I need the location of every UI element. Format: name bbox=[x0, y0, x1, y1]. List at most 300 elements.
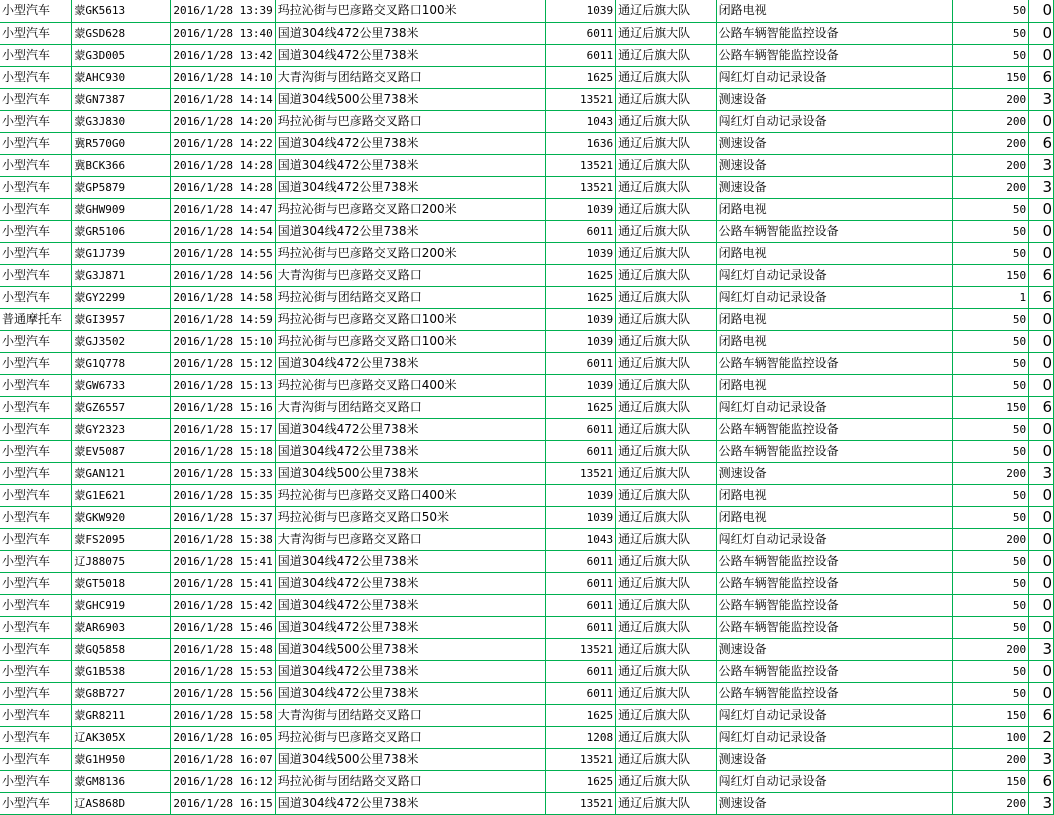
points-cell[interactable]: 6 bbox=[1029, 264, 1054, 286]
unit-cell[interactable]: 通辽后旗大队 bbox=[616, 330, 716, 352]
location-cell[interactable]: 大青沟街与团结路交叉路口 bbox=[275, 66, 545, 88]
plate-cell[interactable]: 蒙GP5879 bbox=[72, 176, 171, 198]
table-row[interactable] bbox=[0, 594, 1054, 616]
table-row[interactable] bbox=[0, 308, 1054, 330]
location-cell[interactable]: 玛拉沁街与团结路交叉路口 bbox=[275, 286, 545, 308]
datetime-cell[interactable]: 2016/1/28 15:48 bbox=[171, 638, 275, 660]
datetime-cell[interactable]: 2016/1/28 15:46 bbox=[171, 616, 275, 638]
datetime-cell[interactable]: 2016/1/28 15:12 bbox=[171, 352, 275, 374]
table-row[interactable] bbox=[0, 484, 1054, 506]
code-cell[interactable]: 1625 bbox=[545, 66, 615, 88]
vehicle-type-cell[interactable]: 小型汽车 bbox=[0, 484, 72, 506]
code-cell[interactable]: 1039 bbox=[545, 484, 615, 506]
points-cell[interactable]: 3 bbox=[1029, 748, 1054, 770]
plate-cell[interactable]: 蒙GSD628 bbox=[72, 22, 171, 44]
vehicle-type-cell[interactable]: 小型汽车 bbox=[0, 528, 72, 550]
points-cell[interactable]: 0 bbox=[1029, 110, 1054, 132]
fine-cell[interactable]: 1 bbox=[953, 286, 1029, 308]
table-row[interactable] bbox=[0, 374, 1054, 396]
plate-cell[interactable]: 冀BCK366 bbox=[72, 154, 171, 176]
vehicle-type-cell[interactable]: 小型汽车 bbox=[0, 792, 72, 814]
location-cell[interactable]: 大青沟街与团结路交叉路口 bbox=[275, 704, 545, 726]
location-cell[interactable]: 国道304线472公里738米 bbox=[275, 616, 545, 638]
unit-cell[interactable]: 通辽后旗大队 bbox=[616, 660, 716, 682]
datetime-cell[interactable]: 2016/1/28 14:20 bbox=[171, 110, 275, 132]
unit-cell[interactable]: 通辽后旗大队 bbox=[616, 726, 716, 748]
datetime-cell[interactable]: 2016/1/28 15:13 bbox=[171, 374, 275, 396]
code-cell[interactable]: 13521 bbox=[545, 88, 615, 110]
datetime-cell[interactable]: 2016/1/28 15:33 bbox=[171, 462, 275, 484]
location-cell[interactable]: 国道304线472公里738米 bbox=[275, 572, 545, 594]
vehicle-type-cell[interactable]: 小型汽车 bbox=[0, 704, 72, 726]
plate-cell[interactable]: 蒙GAN121 bbox=[72, 462, 171, 484]
points-cell[interactable]: 0 bbox=[1029, 506, 1054, 528]
unit-cell[interactable]: 通辽后旗大队 bbox=[616, 22, 716, 44]
datetime-cell[interactable]: 2016/1/28 14:56 bbox=[171, 264, 275, 286]
device-cell[interactable]: 闯红灯自动记录设备 bbox=[716, 726, 953, 748]
points-cell[interactable]: 0 bbox=[1029, 352, 1054, 374]
table-row[interactable] bbox=[0, 726, 1054, 748]
code-cell[interactable]: 6011 bbox=[545, 594, 615, 616]
location-cell[interactable]: 国道304线500公里738米 bbox=[275, 88, 545, 110]
plate-cell[interactable]: 蒙G1J739 bbox=[72, 242, 171, 264]
points-cell[interactable]: 0 bbox=[1029, 418, 1054, 440]
datetime-cell[interactable]: 2016/1/28 15:17 bbox=[171, 418, 275, 440]
plate-cell[interactable]: 蒙GY2299 bbox=[72, 286, 171, 308]
code-cell[interactable]: 1039 bbox=[545, 198, 615, 220]
unit-cell[interactable]: 通辽后旗大队 bbox=[616, 704, 716, 726]
unit-cell[interactable]: 通辽后旗大队 bbox=[616, 374, 716, 396]
points-cell[interactable]: 0 bbox=[1029, 484, 1054, 506]
plate-cell[interactable]: 蒙GN7387 bbox=[72, 88, 171, 110]
unit-cell[interactable]: 通辽后旗大队 bbox=[616, 286, 716, 308]
location-cell[interactable]: 国道304线472公里738米 bbox=[275, 594, 545, 616]
fine-cell[interactable]: 50 bbox=[953, 572, 1029, 594]
unit-cell[interactable]: 通辽后旗大队 bbox=[616, 682, 716, 704]
plate-cell[interactable]: 蒙G3J871 bbox=[72, 264, 171, 286]
plate-cell[interactable]: 蒙GK5613 bbox=[72, 0, 171, 22]
unit-cell[interactable]: 通辽后旗大队 bbox=[616, 396, 716, 418]
datetime-cell[interactable]: 2016/1/28 15:56 bbox=[171, 682, 275, 704]
unit-cell[interactable]: 通辽后旗大队 bbox=[616, 418, 716, 440]
table-row[interactable] bbox=[0, 748, 1054, 770]
fine-cell[interactable]: 50 bbox=[953, 550, 1029, 572]
location-cell[interactable]: 玛拉沁街与巴彦路交叉路口100米 bbox=[275, 330, 545, 352]
location-cell[interactable]: 玛拉沁街与巴彦路交叉路口400米 bbox=[275, 374, 545, 396]
fine-cell[interactable]: 50 bbox=[953, 484, 1029, 506]
datetime-cell[interactable]: 2016/1/28 16:15 bbox=[171, 792, 275, 814]
location-cell[interactable]: 国道304线472公里738米 bbox=[275, 440, 545, 462]
code-cell[interactable]: 1043 bbox=[545, 528, 615, 550]
code-cell[interactable]: 1039 bbox=[545, 0, 615, 22]
fine-cell[interactable]: 50 bbox=[953, 242, 1029, 264]
location-cell[interactable]: 玛拉沁街与巴彦路交叉路口100米 bbox=[275, 308, 545, 330]
fine-cell[interactable]: 200 bbox=[953, 528, 1029, 550]
unit-cell[interactable]: 通辽后旗大队 bbox=[616, 484, 716, 506]
points-cell[interactable]: 0 bbox=[1029, 0, 1054, 22]
device-cell[interactable]: 公路车辆智能监控设备 bbox=[716, 440, 953, 462]
unit-cell[interactable]: 通辽后旗大队 bbox=[616, 528, 716, 550]
code-cell[interactable]: 1039 bbox=[545, 242, 615, 264]
points-cell[interactable]: 0 bbox=[1029, 660, 1054, 682]
device-cell[interactable]: 测速设备 bbox=[716, 154, 953, 176]
unit-cell[interactable]: 通辽后旗大队 bbox=[616, 110, 716, 132]
datetime-cell[interactable]: 2016/1/28 14:28 bbox=[171, 176, 275, 198]
location-cell[interactable]: 国道304线472公里738米 bbox=[275, 44, 545, 66]
table-row[interactable] bbox=[0, 110, 1054, 132]
code-cell[interactable]: 6011 bbox=[545, 572, 615, 594]
code-cell[interactable]: 1625 bbox=[545, 396, 615, 418]
device-cell[interactable]: 闯红灯自动记录设备 bbox=[716, 264, 953, 286]
location-cell[interactable]: 国道304线500公里738米 bbox=[275, 638, 545, 660]
fine-cell[interactable]: 50 bbox=[953, 374, 1029, 396]
code-cell[interactable]: 6011 bbox=[545, 660, 615, 682]
vehicle-type-cell[interactable]: 小型汽车 bbox=[0, 66, 72, 88]
device-cell[interactable]: 闯红灯自动记录设备 bbox=[716, 286, 953, 308]
device-cell[interactable]: 公路车辆智能监控设备 bbox=[716, 550, 953, 572]
table-row[interactable] bbox=[0, 506, 1054, 528]
plate-cell[interactable]: 蒙G1B538 bbox=[72, 660, 171, 682]
fine-cell[interactable]: 50 bbox=[953, 220, 1029, 242]
table-row[interactable] bbox=[0, 704, 1054, 726]
points-cell[interactable]: 6 bbox=[1029, 66, 1054, 88]
code-cell[interactable]: 6011 bbox=[545, 440, 615, 462]
device-cell[interactable]: 测速设备 bbox=[716, 132, 953, 154]
device-cell[interactable]: 测速设备 bbox=[716, 748, 953, 770]
plate-cell[interactable]: 蒙G1H950 bbox=[72, 748, 171, 770]
vehicle-type-cell[interactable]: 小型汽车 bbox=[0, 352, 72, 374]
code-cell[interactable]: 13521 bbox=[545, 748, 615, 770]
vehicle-type-cell[interactable]: 小型汽车 bbox=[0, 396, 72, 418]
table-row[interactable] bbox=[0, 242, 1054, 264]
points-cell[interactable]: 3 bbox=[1029, 638, 1054, 660]
unit-cell[interactable]: 通辽后旗大队 bbox=[616, 352, 716, 374]
table-row[interactable] bbox=[0, 66, 1054, 88]
points-cell[interactable]: 0 bbox=[1029, 308, 1054, 330]
fine-cell[interactable]: 50 bbox=[953, 330, 1029, 352]
fine-cell[interactable]: 200 bbox=[953, 176, 1029, 198]
points-cell[interactable]: 0 bbox=[1029, 330, 1054, 352]
plate-cell[interactable]: 蒙GR8211 bbox=[72, 704, 171, 726]
vehicle-type-cell[interactable]: 小型汽车 bbox=[0, 264, 72, 286]
table-row[interactable] bbox=[0, 220, 1054, 242]
points-cell[interactable]: 0 bbox=[1029, 242, 1054, 264]
unit-cell[interactable]: 通辽后旗大队 bbox=[616, 154, 716, 176]
plate-cell[interactable]: 蒙GHW909 bbox=[72, 198, 171, 220]
vehicle-type-cell[interactable]: 小型汽车 bbox=[0, 0, 72, 22]
location-cell[interactable]: 玛拉沁街与巴彦路交叉路口400米 bbox=[275, 484, 545, 506]
fine-cell[interactable]: 50 bbox=[953, 0, 1029, 22]
plate-cell[interactable]: 蒙FS2095 bbox=[72, 528, 171, 550]
unit-cell[interactable]: 通辽后旗大队 bbox=[616, 616, 716, 638]
plate-cell[interactable]: 蒙EV5087 bbox=[72, 440, 171, 462]
points-cell[interactable]: 0 bbox=[1029, 374, 1054, 396]
points-cell[interactable]: 6 bbox=[1029, 286, 1054, 308]
points-cell[interactable]: 3 bbox=[1029, 462, 1054, 484]
code-cell[interactable]: 6011 bbox=[545, 418, 615, 440]
device-cell[interactable]: 公路车辆智能监控设备 bbox=[716, 660, 953, 682]
fine-cell[interactable]: 200 bbox=[953, 792, 1029, 814]
points-cell[interactable]: 3 bbox=[1029, 88, 1054, 110]
code-cell[interactable]: 1625 bbox=[545, 286, 615, 308]
table-row[interactable] bbox=[0, 352, 1054, 374]
points-cell[interactable]: 6 bbox=[1029, 770, 1054, 792]
device-cell[interactable]: 闭路电视 bbox=[716, 242, 953, 264]
code-cell[interactable]: 1039 bbox=[545, 308, 615, 330]
fine-cell[interactable]: 50 bbox=[953, 682, 1029, 704]
unit-cell[interactable]: 通辽后旗大队 bbox=[616, 440, 716, 462]
code-cell[interactable]: 13521 bbox=[545, 462, 615, 484]
plate-cell[interactable]: 蒙G3D005 bbox=[72, 44, 171, 66]
device-cell[interactable]: 闯红灯自动记录设备 bbox=[716, 396, 953, 418]
code-cell[interactable]: 13521 bbox=[545, 176, 615, 198]
table-row[interactable] bbox=[0, 176, 1054, 198]
location-cell[interactable]: 国道304线472公里738米 bbox=[275, 550, 545, 572]
vehicle-type-cell[interactable]: 小型汽车 bbox=[0, 132, 72, 154]
datetime-cell[interactable]: 2016/1/28 14:14 bbox=[171, 88, 275, 110]
table-row[interactable] bbox=[0, 264, 1054, 286]
location-cell[interactable]: 国道304线500公里738米 bbox=[275, 462, 545, 484]
unit-cell[interactable]: 通辽后旗大队 bbox=[616, 242, 716, 264]
unit-cell[interactable]: 通辽后旗大队 bbox=[616, 748, 716, 770]
unit-cell[interactable]: 通辽后旗大队 bbox=[616, 550, 716, 572]
unit-cell[interactable]: 通辽后旗大队 bbox=[616, 594, 716, 616]
vehicle-type-cell[interactable]: 小型汽车 bbox=[0, 748, 72, 770]
fine-cell[interactable]: 50 bbox=[953, 506, 1029, 528]
table-row[interactable] bbox=[0, 792, 1054, 814]
vehicle-type-cell[interactable]: 小型汽车 bbox=[0, 418, 72, 440]
datetime-cell[interactable]: 2016/1/28 13:42 bbox=[171, 44, 275, 66]
fine-cell[interactable]: 50 bbox=[953, 660, 1029, 682]
datetime-cell[interactable]: 2016/1/28 16:07 bbox=[171, 748, 275, 770]
device-cell[interactable]: 闯红灯自动记录设备 bbox=[716, 528, 953, 550]
location-cell[interactable]: 国道304线472公里738米 bbox=[275, 418, 545, 440]
location-cell[interactable]: 玛拉沁街与巴彦路交叉路口 bbox=[275, 726, 545, 748]
plate-cell[interactable]: 蒙GT5018 bbox=[72, 572, 171, 594]
table-row[interactable] bbox=[0, 572, 1054, 594]
fine-cell[interactable]: 50 bbox=[953, 308, 1029, 330]
vehicle-type-cell[interactable]: 小型汽车 bbox=[0, 506, 72, 528]
points-cell[interactable]: 6 bbox=[1029, 704, 1054, 726]
table-row[interactable] bbox=[0, 132, 1054, 154]
vehicle-type-cell[interactable]: 小型汽车 bbox=[0, 660, 72, 682]
fine-cell[interactable]: 50 bbox=[953, 440, 1029, 462]
points-cell[interactable]: 0 bbox=[1029, 550, 1054, 572]
unit-cell[interactable]: 通辽后旗大队 bbox=[616, 88, 716, 110]
device-cell[interactable]: 测速设备 bbox=[716, 638, 953, 660]
points-cell[interactable]: 0 bbox=[1029, 682, 1054, 704]
plate-cell[interactable]: 蒙GY2323 bbox=[72, 418, 171, 440]
plate-cell[interactable]: 蒙G1Q778 bbox=[72, 352, 171, 374]
fine-cell[interactable]: 200 bbox=[953, 154, 1029, 176]
unit-cell[interactable]: 通辽后旗大队 bbox=[616, 792, 716, 814]
points-cell[interactable]: 6 bbox=[1029, 396, 1054, 418]
datetime-cell[interactable]: 2016/1/28 14:22 bbox=[171, 132, 275, 154]
device-cell[interactable]: 闭路电视 bbox=[716, 374, 953, 396]
location-cell[interactable]: 玛拉沁街与巴彦路交叉路口200米 bbox=[275, 242, 545, 264]
location-cell[interactable]: 国道304线472公里738米 bbox=[275, 132, 545, 154]
table-row[interactable] bbox=[0, 22, 1054, 44]
code-cell[interactable]: 6011 bbox=[545, 44, 615, 66]
fine-cell[interactable]: 50 bbox=[953, 352, 1029, 374]
device-cell[interactable]: 公路车辆智能监控设备 bbox=[716, 22, 953, 44]
points-cell[interactable]: 3 bbox=[1029, 792, 1054, 814]
datetime-cell[interactable]: 2016/1/28 14:58 bbox=[171, 286, 275, 308]
code-cell[interactable]: 13521 bbox=[545, 638, 615, 660]
datetime-cell[interactable]: 2016/1/28 16:05 bbox=[171, 726, 275, 748]
table-row[interactable] bbox=[0, 616, 1054, 638]
plate-cell[interactable]: 蒙GR5106 bbox=[72, 220, 171, 242]
code-cell[interactable]: 1039 bbox=[545, 374, 615, 396]
plate-cell[interactable]: 辽AS868D bbox=[72, 792, 171, 814]
vehicle-type-cell[interactable]: 小型汽车 bbox=[0, 550, 72, 572]
device-cell[interactable]: 测速设备 bbox=[716, 176, 953, 198]
unit-cell[interactable]: 通辽后旗大队 bbox=[616, 0, 716, 22]
location-cell[interactable]: 大青沟街与团结路交叉路口 bbox=[275, 396, 545, 418]
code-cell[interactable]: 1625 bbox=[545, 264, 615, 286]
points-cell[interactable]: 0 bbox=[1029, 572, 1054, 594]
code-cell[interactable]: 6011 bbox=[545, 22, 615, 44]
datetime-cell[interactable]: 2016/1/28 14:47 bbox=[171, 198, 275, 220]
plate-cell[interactable]: 蒙GW6733 bbox=[72, 374, 171, 396]
plate-cell[interactable]: 蒙G8B727 bbox=[72, 682, 171, 704]
location-cell[interactable]: 玛拉沁街与巴彦路交叉路口100米 bbox=[275, 0, 545, 22]
location-cell[interactable]: 国道304线472公里738米 bbox=[275, 22, 545, 44]
fine-cell[interactable]: 150 bbox=[953, 396, 1029, 418]
table-row[interactable] bbox=[0, 88, 1054, 110]
code-cell[interactable]: 1625 bbox=[545, 770, 615, 792]
plate-cell[interactable]: 蒙AHC930 bbox=[72, 66, 171, 88]
device-cell[interactable]: 公路车辆智能监控设备 bbox=[716, 572, 953, 594]
datetime-cell[interactable]: 2016/1/28 14:54 bbox=[171, 220, 275, 242]
datetime-cell[interactable]: 2016/1/28 13:39 bbox=[171, 0, 275, 22]
fine-cell[interactable]: 200 bbox=[953, 748, 1029, 770]
location-cell[interactable]: 国道304线472公里738米 bbox=[275, 352, 545, 374]
fine-cell[interactable]: 50 bbox=[953, 44, 1029, 66]
unit-cell[interactable]: 通辽后旗大队 bbox=[616, 770, 716, 792]
code-cell[interactable]: 1039 bbox=[545, 330, 615, 352]
device-cell[interactable]: 闯红灯自动记录设备 bbox=[716, 110, 953, 132]
table-row[interactable] bbox=[0, 44, 1054, 66]
datetime-cell[interactable]: 2016/1/28 15:53 bbox=[171, 660, 275, 682]
location-cell[interactable]: 国道304线472公里738米 bbox=[275, 176, 545, 198]
fine-cell[interactable]: 50 bbox=[953, 198, 1029, 220]
vehicle-type-cell[interactable]: 小型汽车 bbox=[0, 110, 72, 132]
fine-cell[interactable]: 50 bbox=[953, 616, 1029, 638]
plate-cell[interactable]: 蒙GJ3502 bbox=[72, 330, 171, 352]
datetime-cell[interactable]: 2016/1/28 14:10 bbox=[171, 66, 275, 88]
datetime-cell[interactable]: 2016/1/28 15:37 bbox=[171, 506, 275, 528]
plate-cell[interactable]: 蒙GZ6557 bbox=[72, 396, 171, 418]
table-row[interactable] bbox=[0, 550, 1054, 572]
datetime-cell[interactable]: 2016/1/28 15:38 bbox=[171, 528, 275, 550]
vehicle-type-cell[interactable]: 小型汽车 bbox=[0, 572, 72, 594]
unit-cell[interactable]: 通辽后旗大队 bbox=[616, 198, 716, 220]
table-row[interactable] bbox=[0, 418, 1054, 440]
location-cell[interactable]: 国道304线472公里738米 bbox=[275, 792, 545, 814]
device-cell[interactable]: 测速设备 bbox=[716, 462, 953, 484]
datetime-cell[interactable]: 2016/1/28 15:42 bbox=[171, 594, 275, 616]
fine-cell[interactable]: 150 bbox=[953, 770, 1029, 792]
fine-cell[interactable]: 200 bbox=[953, 462, 1029, 484]
fine-cell[interactable]: 200 bbox=[953, 638, 1029, 660]
datetime-cell[interactable]: 2016/1/28 14:28 bbox=[171, 154, 275, 176]
plate-cell[interactable]: 冀R570G0 bbox=[72, 132, 171, 154]
table-row[interactable] bbox=[0, 462, 1054, 484]
table-row[interactable] bbox=[0, 154, 1054, 176]
location-cell[interactable]: 玛拉沁街与巴彦路交叉路口 bbox=[275, 110, 545, 132]
vehicle-type-cell[interactable]: 小型汽车 bbox=[0, 638, 72, 660]
table-row[interactable] bbox=[0, 0, 1054, 22]
table-row[interactable] bbox=[0, 198, 1054, 220]
vehicle-type-cell[interactable]: 小型汽车 bbox=[0, 44, 72, 66]
vehicle-type-cell[interactable]: 小型汽车 bbox=[0, 176, 72, 198]
location-cell[interactable]: 大青沟街与巴彦路交叉路口 bbox=[275, 528, 545, 550]
table-row[interactable] bbox=[0, 638, 1054, 660]
vehicle-type-cell[interactable]: 小型汽车 bbox=[0, 22, 72, 44]
device-cell[interactable]: 公路车辆智能监控设备 bbox=[716, 616, 953, 638]
datetime-cell[interactable]: 2016/1/28 14:55 bbox=[171, 242, 275, 264]
code-cell[interactable]: 1039 bbox=[545, 506, 615, 528]
points-cell[interactable]: 6 bbox=[1029, 132, 1054, 154]
table-row[interactable] bbox=[0, 660, 1054, 682]
device-cell[interactable]: 闯红灯自动记录设备 bbox=[716, 704, 953, 726]
vehicle-type-cell[interactable]: 小型汽车 bbox=[0, 616, 72, 638]
location-cell[interactable]: 玛拉沁街与团结路交叉路口 bbox=[275, 770, 545, 792]
plate-cell[interactable]: 蒙G3J830 bbox=[72, 110, 171, 132]
device-cell[interactable]: 公路车辆智能监控设备 bbox=[716, 682, 953, 704]
table-row[interactable] bbox=[0, 528, 1054, 550]
table-row[interactable] bbox=[0, 770, 1054, 792]
points-cell[interactable]: 0 bbox=[1029, 198, 1054, 220]
datetime-cell[interactable]: 2016/1/28 15:41 bbox=[171, 550, 275, 572]
vehicle-type-cell[interactable]: 小型汽车 bbox=[0, 440, 72, 462]
vehicle-type-cell[interactable]: 小型汽车 bbox=[0, 286, 72, 308]
points-cell[interactable]: 0 bbox=[1029, 220, 1054, 242]
datetime-cell[interactable]: 2016/1/28 15:10 bbox=[171, 330, 275, 352]
code-cell[interactable]: 1625 bbox=[545, 704, 615, 726]
device-cell[interactable]: 闭路电视 bbox=[716, 506, 953, 528]
points-cell[interactable]: 0 bbox=[1029, 440, 1054, 462]
vehicle-type-cell[interactable]: 小型汽车 bbox=[0, 462, 72, 484]
device-cell[interactable]: 测速设备 bbox=[716, 88, 953, 110]
location-cell[interactable]: 国道304线472公里738米 bbox=[275, 220, 545, 242]
unit-cell[interactable]: 通辽后旗大队 bbox=[616, 506, 716, 528]
code-cell[interactable]: 6011 bbox=[545, 352, 615, 374]
vehicle-type-cell[interactable]: 小型汽车 bbox=[0, 242, 72, 264]
unit-cell[interactable]: 通辽后旗大队 bbox=[616, 264, 716, 286]
table-row[interactable] bbox=[0, 286, 1054, 308]
fine-cell[interactable]: 150 bbox=[953, 66, 1029, 88]
code-cell[interactable]: 6011 bbox=[545, 616, 615, 638]
vehicle-type-cell[interactable]: 小型汽车 bbox=[0, 374, 72, 396]
device-cell[interactable]: 闭路电视 bbox=[716, 484, 953, 506]
fine-cell[interactable]: 50 bbox=[953, 594, 1029, 616]
table-row[interactable] bbox=[0, 330, 1054, 352]
code-cell[interactable]: 1208 bbox=[545, 726, 615, 748]
unit-cell[interactable]: 通辽后旗大队 bbox=[616, 308, 716, 330]
plate-cell[interactable]: 辽AK305X bbox=[72, 726, 171, 748]
vehicle-type-cell[interactable]: 小型汽车 bbox=[0, 726, 72, 748]
points-cell[interactable]: 3 bbox=[1029, 154, 1054, 176]
fine-cell[interactable]: 50 bbox=[953, 418, 1029, 440]
device-cell[interactable]: 公路车辆智能监控设备 bbox=[716, 44, 953, 66]
points-cell[interactable]: 0 bbox=[1029, 594, 1054, 616]
datetime-cell[interactable]: 2016/1/28 15:35 bbox=[171, 484, 275, 506]
device-cell[interactable]: 公路车辆智能监控设备 bbox=[716, 594, 953, 616]
unit-cell[interactable]: 通辽后旗大队 bbox=[616, 66, 716, 88]
device-cell[interactable]: 测速设备 bbox=[716, 792, 953, 814]
